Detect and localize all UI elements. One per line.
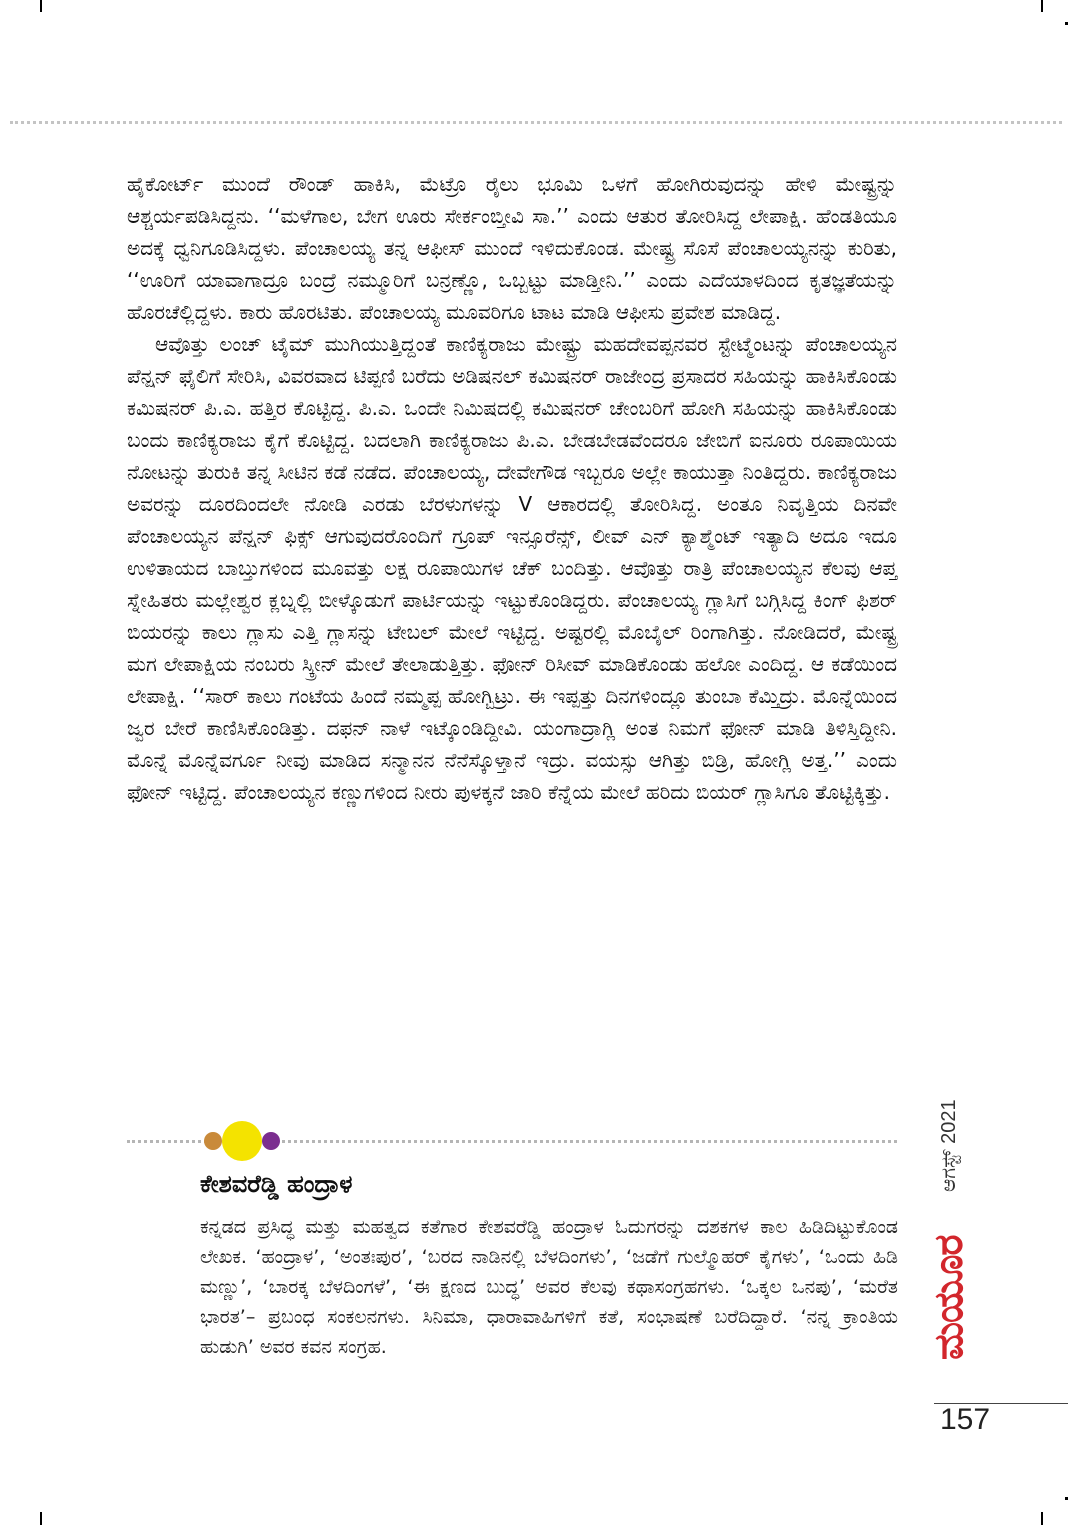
purple-dot-ornament bbox=[262, 1132, 280, 1150]
author-name: ಕೇಶವರೆಡ್ಡಿ ಹಂದ್ರಾಳ bbox=[200, 1170, 353, 1198]
paragraph: ಆವೊತ್ತು ಲಂಚ್ ಟೈಮ್ ಮುಗಿಯುತ್ತಿದ್ದಂತೆ ಕಾಣಿಕ್ಯರಾಜು ಮೇಷ್ಟ್ರು ಮಹದೇವಪ್ಪನವರ ಸ್ಟೇಟ್ಮೆಂಟನ್ನು ಪೆಂಚಾಲಯ್ಯನ ಪೆನ್ಷನ್ ಫೈಲಿಗೆ ಸೇರಿಸಿ, ವಿವರವಾದ ಟಿಪ್ಪಣಿ ಬರೆದು ಅಡಿಷನಲ್ ಕಮಿಷನರ್ ರಾಜೇಂದ್ರ ಪ್ರಸಾದರ ಸಹಿಯನ್ನು ಹಾಕಿಸಿಕೊಂಡು ಕಮಿಷನರ್ ಪಿ.ಎ. ಹತ್ತಿರ ಕೊಟ್ಟಿದ್ದ. ಪಿ.ಎ. ಒಂದೇ ನಿಮಿಷದಲ್ಲಿ ಕಮಿಷನರ್ ಚೇಂಬರಿಗೆ ಹೋಗಿ ಸಹಿಯನ್ನು ಹಾಕಿಸಿಕೊಂಡು ಬಂದು ಕಾಣಿಕ್ಯರಾಜು ಕೈಗೆ ಕೊಟ್ಟಿದ್ದ. ಬದಲಾಗಿ ಕಾಣಿಕ್ಯರಾಜು ಪಿ.ಎ. ಬೇಡಬೇಡವೆಂದರೂ ಜೇಬಿಗೆ ಐನೂರು ರೂಪಾಯಿಯ ನೋಟನ್ನು ತುರುಕಿ ತನ್ನ ಸೀಟಿನ ಕಡೆ ನಡೆದ. ಪೆಂಚಾಲಯ್ಯ, ದೇವೇಗೌಡ ಇಬ್ಬರೂ ಅಲ್ಲೇ ಕಾಯುತ್ತಾ ನಿಂತಿದ್ದರು. ಕಾಣಿಕ್ಯರಾಜು ಅವರನ್ನು ದೂರದಿಂದಲೇ ನೋಡಿ ಎರಡು ಬೆರಳುಗಳನ್ನು V ಆಕಾರದಲ್ಲಿ ತೋರಿಸಿದ್ದ. ಅಂತೂ ನಿವೃತ್ತಿಯ ದಿನವೇ ಪೆಂಚಾಲಯ್ಯನ ಪೆನ್ಷನ್ ಫಿಕ್ಸ್ ಆಗುವುದರೊಂದಿಗೆ ಗ್ರೂಪ್ ಇನ್ಸೂರೆನ್ಸ್, ಲೀವ್ ಎನ್ ಕ್ಯಾಶ್ಮೆಂಟ್ ಇತ್ಯಾದಿ ಅದೂ ಇದೂ ಉಳಿತಾಯದ ಬಾಬ್ತುಗಳಿಂದ ಮೂವತ್ತು ಲಕ್ಷ ರೂಪಾಯಿಗಳ ಚೆಕ್ ಬಂದಿತ್ತು. ಆವೊತ್ತು ರಾತ್ರಿ ಪೆಂಚಾಲಯ್ಯನ ಕೆಲವು ಆಪ್ತ ಸ್ನೇಹಿತರು ಮಲ್ಲೇಶ್ವರ ಕ್ಲಬ್ನಲ್ಲಿ ಬೀಳ್ಕೊಡುಗೆ ಪಾರ್ಟಿಯನ್ನು ಇಟ್ಟುಕೊಂಡಿದ್ದರು. ಪೆಂಚಾಲಯ್ಯ ಗ್ಲಾಸಿಗೆ ಬಗ್ಗಿಸಿದ್ದ ಕಿಂಗ್ ಫಿಶರ್ ಬಿಯರನ್ನು ಕಾಲು ಗ್ಲಾಸು ಎತ್ತಿ ಗ್ಲಾಸನ್ನು ಟೇಬಲ್ ಮೇಲೆ ಇಟ್ಟಿದ್ದ. ಅಷ್ಟರಲ್ಲಿ ಮೊಬೈಲ್ ರಿಂಗಾಗಿತ್ತು. ನೋಡಿದರೆ, ಮೇಷ್ಟ್ರ ಮಗ ಲೇಪಾಕ್ಷಿಯ ನಂಬರು ಸ್ಕ್ರೀನ್ ಮೇಲೆ ತೇಲಾಡುತ್ತಿತ್ತು. ಫೋನ್ ರಿಸೀವ್ ಮಾಡಿಕೊಂಡು ಹಲೋ ಎಂದಿದ್ದ. ಆ ಕಡೆಯಿಂದ ಲೇಪಾಕ್ಷಿ. ‘‘ಸಾರ್ ಕಾಲು ಗಂಟೆಯ ಹಿಂದೆ ನಮ್ಮಪ್ಪ ಹೋಗ್ಬಿಟ್ರು. ಈ ಇಪ್ಪತ್ತು ದಿನಗಳಿಂದ್ಲೂ ತುಂಬಾ ಕೆಮ್ತಿದ್ರು. ಮೊನ್ನೆಯಿಂದ ಜ್ವರ ಬೇರೆ ಕಾಣಿಸಿಕೊಂಡಿತ್ತು. ದಫನ್ ನಾಳೆ ಇಟ್ಕೊಂಡಿದ್ದೀವಿ. ಯಂಗಾದ್ರಾಗ್ಲಿ ಅಂತ ನಿಮಗೆ ಫೋನ್ ಮಾಡಿ ತಿಳಿಸ್ತಿದ್ದೀನಿ. ಮೊನ್ನೆ ಮೊನ್ನೆವರ್ಗೂ ನೀವು ಮಾಡಿದ ಸನ್ಮಾನನ ನೆನೆಸ್ಕೊಳ್ತಾನೆ ಇದ್ರು. ವಯಸ್ಸು ಆಗಿತ್ತು ಬಿಡ್ರಿ, ಹೋಗ್ಲಿ ಅತ್ತ.’’ ಎಂದು ಫೋನ್ ಇಟ್ಟಿದ್ದ. ಪೆಂಚಾಲಯ್ಯನ ಕಣ್ಣುಗಳಿಂದ ನೀರು ಪುಳಕ್ಕನೆ ಜಾರಿ ಕೆನ್ನೆಯ ಮೇಲೆ ಹರಿದು ಬಿಯರ್ ಗ್ಲಾಸಿಗೂ ತೊಟ್ಟಿಕ್ಕಿತ್ತು. bbox=[127, 332, 897, 804]
masthead-label: ಮಯೂರ bbox=[926, 1235, 972, 1360]
crop-mark bbox=[1065, 22, 1068, 25]
crop-mark bbox=[40, 1512, 42, 1525]
paragraph: ಹೈಕೋರ್ಟ್ ಮುಂದೆ ರೌಂಡ್ ಹಾಕಿಸಿ, ಮೆಟ್ರೊ ರೈಲು ಭೂಮಿ ಒಳಗೆ ಹೋಗಿರುವುದನ್ನು ಹೇಳಿ ಮೇಷ್ಟ್ರನ್ನು ಆಶ್ಚರ್ಯಪಡಿಸಿದ್ದನು. ‘‘ಮಳೆಗಾಲ, ಬೇಗ ಊರು ಸೇರ್ಕಂಬ್ತೀವಿ ಸಾ.’’ ಎಂದು ಆತುರ ತೋರಿಸಿದ್ದ ಲೇಪಾಕ್ಷಿ. ಹೆಂಡತಿಯೂ ಅದಕ್ಕೆ ಧ್ವನಿಗೂಡಿಸಿದ್ದಳು. ಪೆಂಚಾಲಯ್ಯ ತನ್ನ ಆಫೀಸ್ ಮುಂದೆ ಇಳಿದುಕೊಂಡ. ಮೇಷ್ಟ್ರ ಸೊಸೆ ಪೆಂಚಾಲಯ್ಯನನ್ನು ಕುರಿತು, ‘‘ಊರಿಗೆ ಯಾವಾಗಾದ್ರೂ ಬಂದ್ರೆ ನಮ್ಮೂರಿಗೆ ಬನ್ರಣ್ಣೊ, ಒಬ್ಬಟ್ಟು ಮಾಡ್ತೀನಿ.’’ ಎಂದು ಎದೆಯಾಳದಿಂದ ಕೃತಜ್ಞತೆಯನ್ನು ಹೊರಚೆಲ್ಲಿದ್ದಳು. ಕಾರು ಹೊರಟಿತು. ಪೆಂಚಾಲಯ್ಯ ಮೂವರಿಗೂ ಟಾಟ ಮಾಡಿ ಆಫೀಸು ಪ್ರವೇಶ ಮಾಡಿದ್ದ. bbox=[127, 172, 897, 324]
crop-mark bbox=[1041, 1512, 1043, 1525]
yellow-dot-ornament bbox=[222, 1121, 262, 1161]
page-number: 157 bbox=[940, 1403, 991, 1436]
top-dotted-rule bbox=[10, 121, 1062, 124]
crop-mark bbox=[1041, 0, 1043, 12]
issue-date-label: ಆಗಸ್ಟ್ 2021 bbox=[938, 1099, 960, 1192]
crop-mark bbox=[40, 0, 42, 12]
story-text bbox=[127, 168, 897, 808]
crop-mark bbox=[1065, 1497, 1068, 1500]
author-bio: ಕನ್ನಡದ ಪ್ರಸಿದ್ಧ ಮತ್ತು ಮಹತ್ವದ ಕತೆಗಾರ ಕೇಶವರೆಡ್ಡಿ ಹಂದ್ರಾಳ ಓದುಗರನ್ನು ದಶಕಗಳ ಕಾಲ ಹಿಡಿದಿಟ್ಟುಕೊಂಡ ಲೇಖಕ. ‘ಹಂದ್ರಾಳ’, ‘ಅಂತಃಪುರ’, ‘ಬರದ ನಾಡಿನಲ್ಲಿ ಬೆಳದಿಂಗಳು’, ‘ಜಡೆಗೆ ಗುಲ್ಮೊಹರ್ ಕೈಗಳು’, ‘ಒಂದು ಹಿಡಿ ಮಣ್ಣು’, ‘ಬಾರಕ್ಕ ಬೆಳದಿಂಗಳೆ’, ‘ಈ ಕ್ಷಣದ ಬುದ್ಧ’ ಅವರ ಕೆಲವು ಕಥಾಸಂಗ್ರಹಗಳು. ‘ಒಕ್ಕಲ ಒನಪು’, ‘ಮರೆತ ಭಾರತ’– ಪ್ರಬಂಧ ಸಂಕಲನಗಳು. ಸಿನಿಮಾ, ಧಾರಾವಾಹಿಗಳಿಗೆ ಕತೆ, ಸಂಭಾಷಣೆ ಬರೆದಿದ್ದಾರೆ. ‘ನನ್ನ ಕ್ರಾಂತಿಯ ಹುಡುಗಿ’ ಅವರ ಕವನ ಸಂಗ್ರಹ. bbox=[200, 1216, 898, 1358]
orange-dot-ornament bbox=[204, 1132, 222, 1150]
